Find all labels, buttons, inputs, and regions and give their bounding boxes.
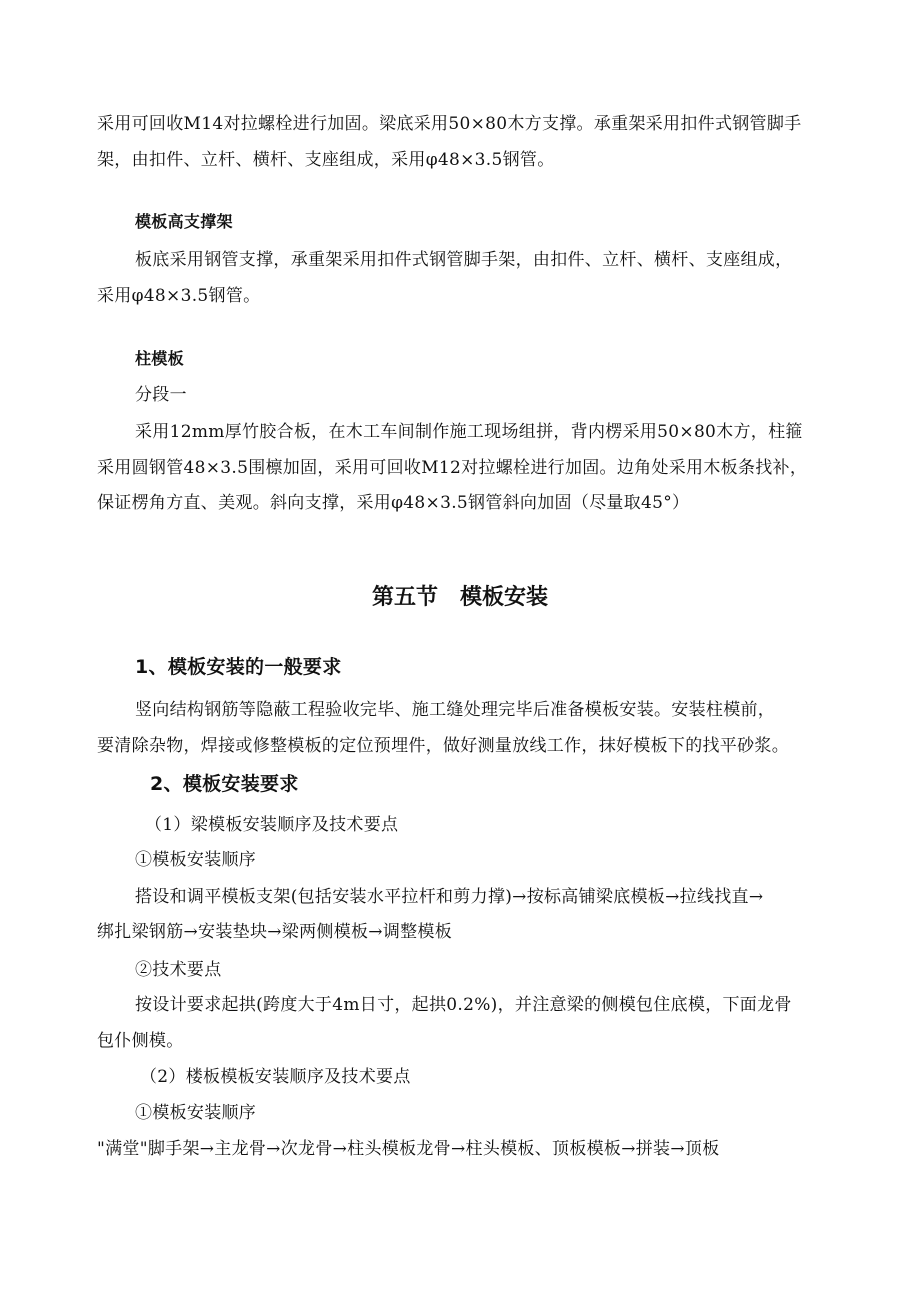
paragraph-line: 包仆侧模。 [97,1031,184,1051]
beam-heading: （1）梁模板安装顺序及技术要点 [145,815,399,835]
paragraph-line: 架，由扣件、立杆、横杆、支座组成，采用φ48×3.5钢管。 [97,150,555,170]
slab-order-label: ①模板安装顺序 [135,1103,257,1123]
paragraph-line: 采用12mm厚竹胶合板，在木工车间制作施工现场组拼，背内楞采用50×80木方，柱箍 [135,422,803,442]
paragraph-line: 要清除杂物，焊接或修整模板的定位预埋件，做好测量放线工作，抹好模板下的找平砂浆。 [97,736,789,756]
paragraph-line: 竖向结构钢筋等隐蔽工程验收完毕、施工缝处理完毕后准备模板安装。安装柱模前， [135,700,776,720]
section-title: 第五节 模板安装 [371,585,548,610]
paragraph-line: 绑扎梁钢筋→安装垫块→梁两侧模板→调整模板 [97,922,453,942]
subheading-column-formwork: 柱模板 [135,349,184,368]
paragraph-line: 搭设和调平模板支架(包括安装水平拉杆和剪力撑)→按标高铺梁底模板→拉线找直→ [135,887,764,907]
segment-label: 分段一 [135,385,187,405]
part1-heading: 1、模板安装的一般要求 [135,656,342,678]
paragraph-line: "满堂"脚手架→主龙骨→次龙骨→柱头模板龙骨→柱头模板、顶板模板→拼装→顶板 [97,1139,720,1159]
slab-heading: （2）楼板模板安装顺序及技术要点 [140,1067,411,1087]
beam-tech-label: ②技术要点 [135,960,222,980]
beam-order-label: ①模板安装顺序 [135,850,257,870]
paragraph-line: 保证楞角方直、美观。斜向支撑，采用φ48×3.5钢管斜向加固（尽量取45°） [97,493,690,513]
paragraph-line: 采用圆钢管48×3.5围檩加固，采用可回收M12对拉螺栓进行加固。边角处采用木板条找补， [97,458,808,478]
subheading-high-support-frame: 模板高支撑架 [135,212,233,231]
paragraph-line: 采用φ48×3.5钢管。 [97,286,261,306]
paragraph-line: 采用可回收M14对拉螺栓进行加固。梁底采用50×80木方支撑。承重架采用扣件式钢管脚手 [97,114,802,134]
paragraph-line: 板底采用钢管支撑，承重架采用扣件式钢管脚手架，由扣件、立杆、横杆、支座组成， [135,250,793,270]
part2-heading: 2、模板安装要求 [150,773,299,795]
paragraph-line: 按设计要求起拱(跨度大于4m日寸，起拱0.2%)，并注意梁的侧模包住底模，下面龙骨 [135,995,792,1015]
